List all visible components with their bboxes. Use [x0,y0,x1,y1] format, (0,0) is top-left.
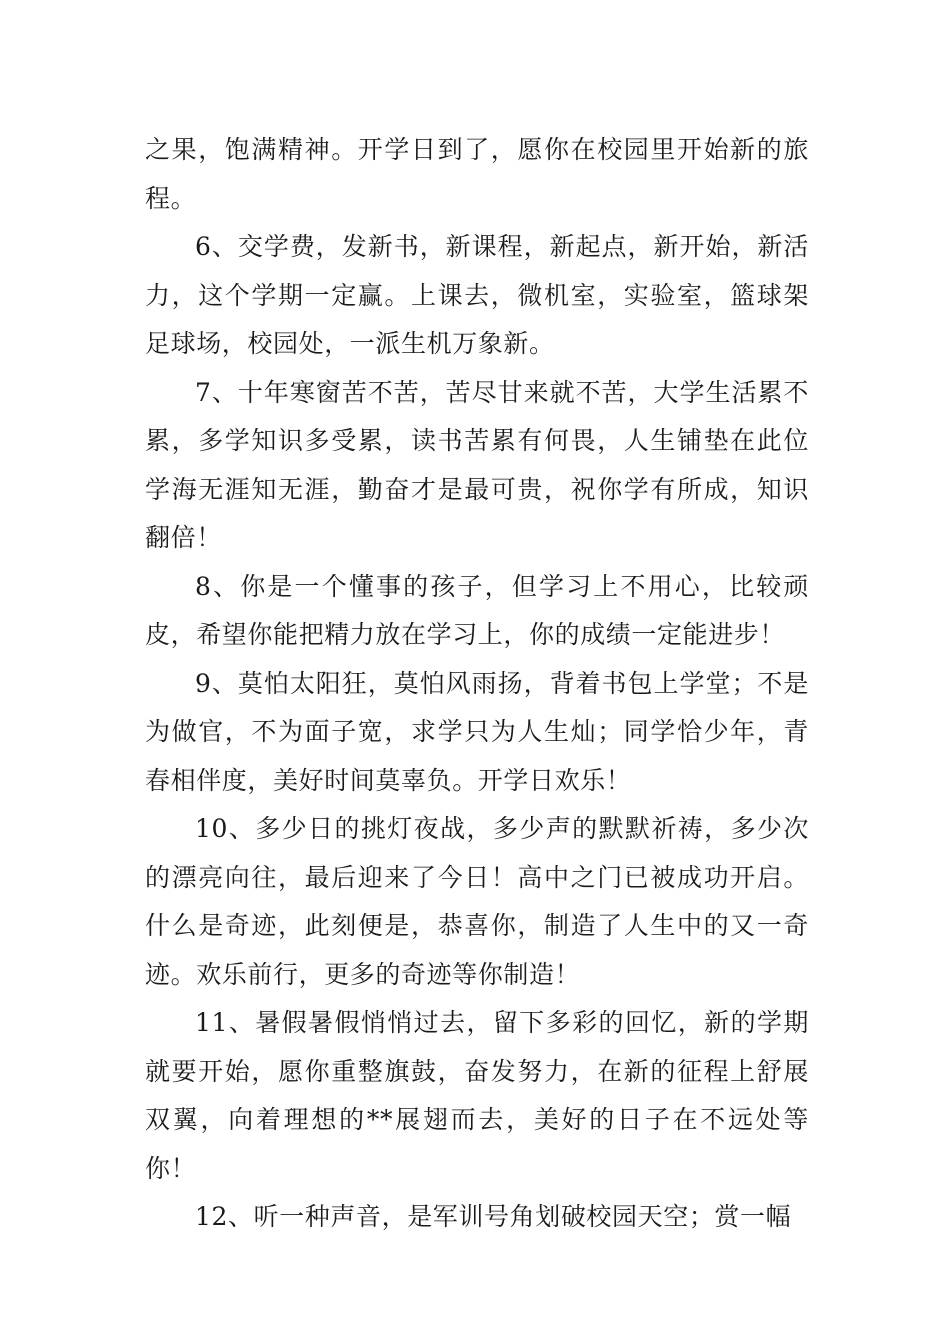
paragraph-10: 10、多少日的挑灯夜战，多少声的默默祈祷，多少次的漂亮向往，最后迎来了今日！高中之门已被成功开启。什么是奇迹，此刻便是，恭喜你，制造了人生中的又一奇迹。欢乐前行，更多的奇迹等你制造！ [145,814,809,989]
paragraph-11: 11、暑假暑假悄悄过去，留下多彩的回忆，新的学期就要开始，愿你重整旗鼓，奋发努力，在新的征程上舒展双翼，向着理想的**展翅而去，美好的日子在不远处等你！ [145,1008,809,1183]
paragraph-6: 6、交学费，发新书，新课程，新起点，新开始，新活力，这个学期一定赢。上课去，微机室，实验室，篮球架足球场，校园处，一派生机万象新。 [145,232,809,358]
paragraph-7: 7、十年寒窗苦不苦，苦尽甘来就不苦，大学生活累不累，多学知识多受累，读书苦累有何畏，人生铺垫在此位学海无涯知无涯，勤奋才是最可贵，祝你学有所成，知识翻倍！ [145,377,809,552]
paragraph-12: 12、听一种声音，是军训号角划破校园天空；赏一幅 [195,1202,792,1231]
paragraph-continued: 之果，饱满精神。开学日到了，愿你在校园里开始新的旅程。 [145,135,809,213]
document-page [145,126,809,1242]
paragraph-8: 8、你是一个懂事的孩子，但学习上不用心，比较顽皮，希望你能把精力放在学习上，你的成绩一定能进步！ [145,571,809,649]
paragraph-9: 9、莫怕太阳狂，莫怕风雨扬，背着书包上学堂；不是为做官，不为面子宽，求学只为人生灿；同学恰少年，青春相伴度，美好时间莫辜负。开学日欢乐！ [145,668,809,795]
